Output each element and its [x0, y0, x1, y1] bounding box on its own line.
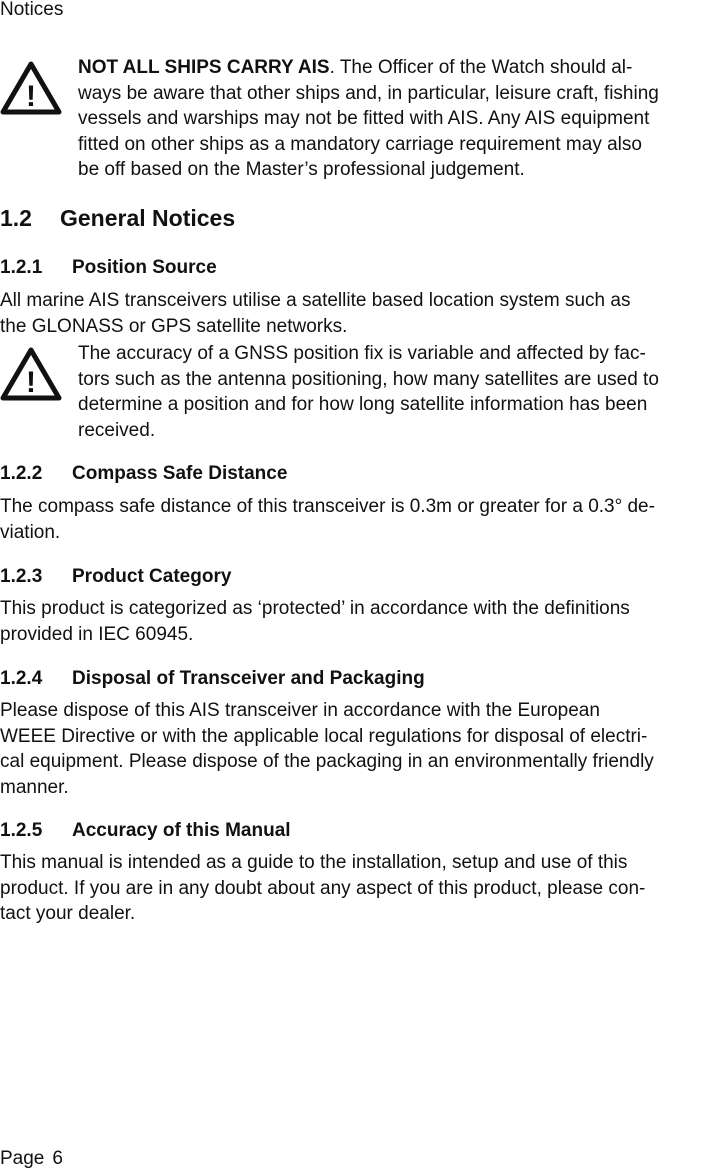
subsection-number: 1.2.1: [0, 257, 43, 278]
section-number: 1.2: [0, 205, 32, 231]
subsection-number: 1.2.4: [0, 668, 43, 689]
warning-text-line: fitted on other ships as a mandatory carriage requirement may also: [78, 133, 642, 155]
body-paragraph: All marine AIS transceivers utilise a satellite based location system such as the GLONASS or GPS satellite networks.: [0, 290, 631, 337]
warning-bold-lead: NOT ALL SHIPS CARRY AIS: [78, 57, 330, 78]
subsection-title: Product Category: [72, 566, 232, 587]
warning-triangle-icon: [0, 61, 62, 115]
section-heading: [0, 204, 235, 232]
svg-text:!: !: [26, 80, 36, 113]
page-footer: [0, 1148, 63, 1170]
subsection-title: Compass Safe Distance: [72, 463, 288, 484]
subsection-number: 1.2.3: [0, 566, 43, 587]
subsection-heading: [0, 256, 217, 280]
warning-text-line: vessels and warships may not be fitted with AIS. Any AIS equipment: [78, 108, 650, 129]
subsection-heading: [0, 462, 287, 486]
warning-text: The accuracy of a GNSS position fix is variable and affected by fac- tors such as the antenna positioning, how many satellites are used to determine a position and for how long satellite information has been received.: [78, 343, 659, 441]
subsection-number: 1.2.5: [0, 820, 43, 841]
body-paragraph: The compass safe distance of this transceiver is 0.3m or greater for a 0.3° de- viation.: [0, 496, 655, 543]
subsection-heading: [0, 819, 291, 843]
body-paragraph: This manual is intended as a guide to the installation, setup and use of this product. If you are in any doubt about any aspect of this product, please con- tact your dealer.: [0, 852, 646, 924]
subsection-heading: [0, 565, 231, 589]
warning-text-line: be off based on the Master’s professional judgement.: [78, 159, 525, 180]
svg-text:!: !: [26, 366, 36, 399]
subsection-heading: [0, 667, 425, 691]
section-title: General Notices: [60, 205, 236, 231]
page-number: 6: [52, 1148, 63, 1169]
warning-text-line: NOT ALL SHIPS CARRY AIS. The Officer of the Watch should al-: [78, 57, 633, 78]
warning-text-line: ways be aware that other ships and, in particular, leisure craft, fishing: [78, 82, 659, 104]
warning-triangle-icon: [0, 347, 62, 401]
subsection-title: Position Source: [72, 257, 217, 278]
subsection-number: 1.2.2: [0, 463, 43, 484]
subsection-title: Disposal of Transceiver and Packaging: [72, 668, 425, 689]
body-paragraph: This product is categorized as ‘protected’ in accordance with the definitions provided in IEC 60945.: [0, 598, 630, 645]
body-paragraph: Please dispose of this AIS transceiver in accordance with the European WEEE Directive or with the applicable local regulations for disposal of electri- cal equipment. Please dispose of the packaging in an environmentally friendly manner.: [0, 700, 654, 798]
running-header: Notices: [0, 0, 64, 20]
page-label: Page: [0, 1148, 45, 1169]
subsection-title: Accuracy of this Manual: [72, 820, 291, 841]
warning-text: [78, 55, 708, 183]
